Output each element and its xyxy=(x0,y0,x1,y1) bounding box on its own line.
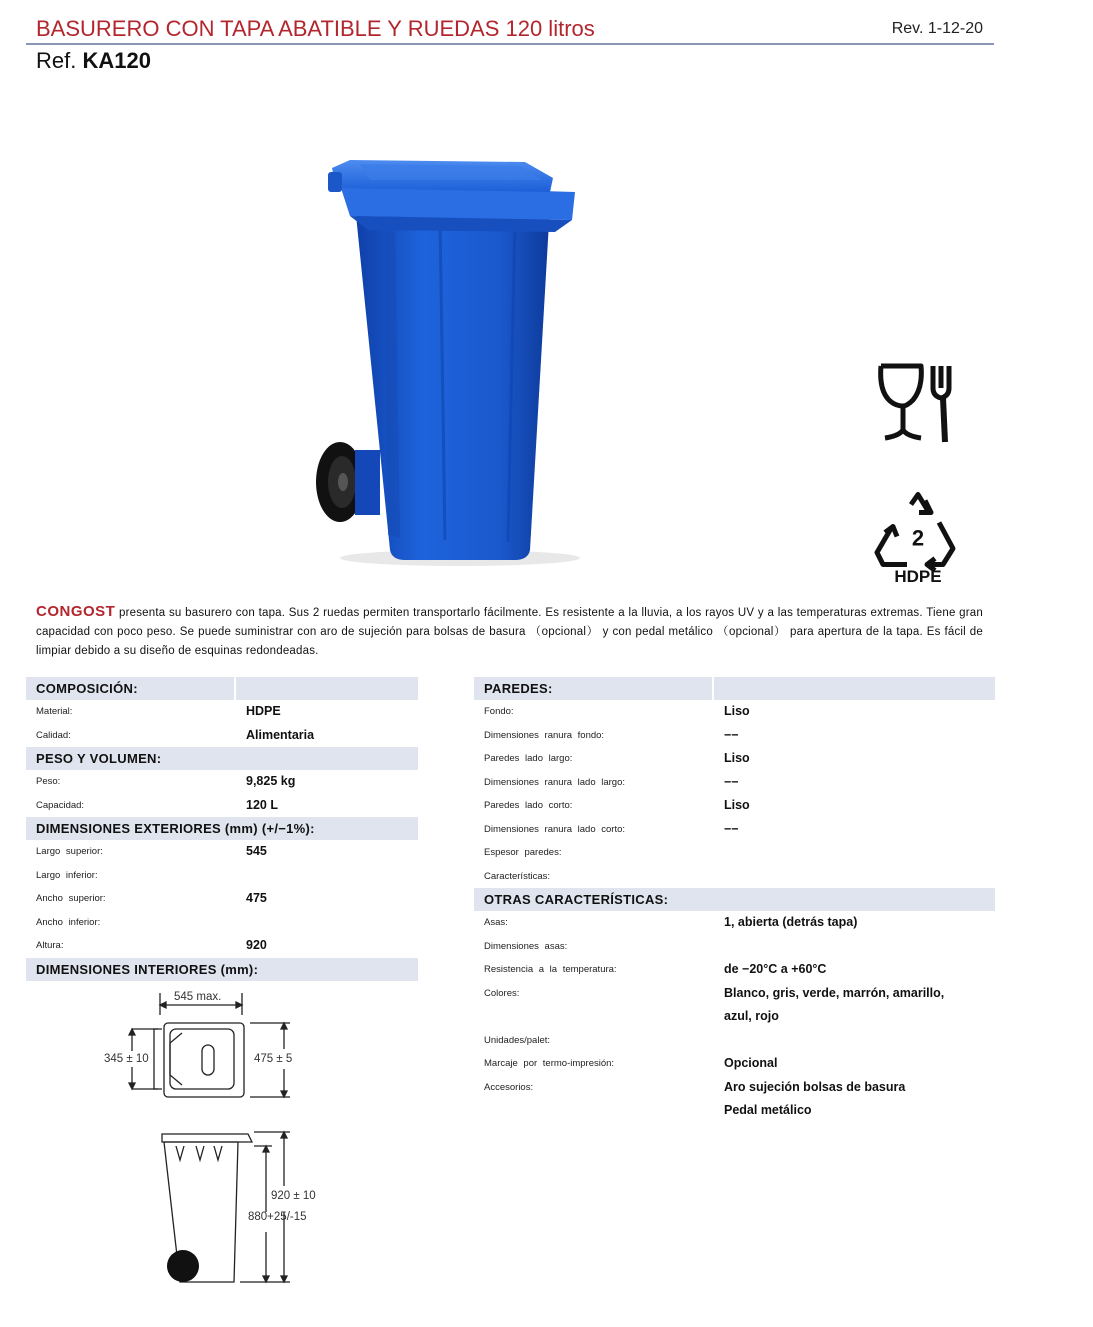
dim-depth-left: 345 ± 10 xyxy=(104,1053,149,1065)
dim-height-total: 920 ± 10 xyxy=(271,1190,316,1202)
reference-code: KA120 xyxy=(82,48,151,73)
left-spec-table xyxy=(26,677,418,981)
spec-row: Características: xyxy=(484,870,550,882)
spec-row: Fondo: Liso xyxy=(484,704,750,718)
spec-row: Asas: 1, abierta (detrás tapa) xyxy=(484,915,858,929)
spec-row: Altura: 920 xyxy=(36,938,267,952)
top-view-drawing xyxy=(100,985,340,1105)
recycling-label: HDPE xyxy=(894,567,942,586)
spec-row: Dimensiones ranura lado corto: −− xyxy=(484,821,739,836)
section-paredes: PAREDES: xyxy=(474,677,995,700)
recycling-number: 2 xyxy=(911,525,925,551)
spec-row: Capacidad: 120 L xyxy=(36,797,278,812)
document-title: BASURERO CON TAPA ABATIBLE Y RUEDAS 120 litros xyxy=(36,16,595,41)
section-dimensiones-interiores: DIMENSIONES INTERIORES (mm): xyxy=(26,958,418,981)
spec-row: Paredes lado largo: Liso xyxy=(484,751,750,765)
spec-row: Dimensiones asas: xyxy=(484,940,568,952)
dim-height-inner: 880+25/-15 xyxy=(248,1211,307,1223)
section-dimensiones-exteriores: DIMENSIONES EXTERIORES (mm) (+/−1%): xyxy=(26,817,418,840)
spec-row: Espesor paredes: xyxy=(484,847,562,858)
spec-row: Material: HDPE xyxy=(36,704,281,718)
food-safe-icon xyxy=(877,362,957,446)
dim-depth-right: 475 ± 5 xyxy=(254,1053,293,1065)
spec-row: Resistencia a la temperatura: de −20°C a +60°C xyxy=(484,962,827,976)
spec-row: Accesorios: Aro sujeción bolsas de basura Pedal metálico xyxy=(484,1079,906,1117)
spec-row: Largo superior: 545 xyxy=(36,844,267,858)
product-description xyxy=(36,602,983,661)
reference-prefix: Ref. xyxy=(36,48,77,73)
spec-row: Dimensiones ranura lado largo: −− xyxy=(484,774,739,789)
title-rule xyxy=(26,43,994,45)
brand-name: CONGOST xyxy=(36,603,116,620)
spec-row: Unidades/palet: xyxy=(484,1034,551,1046)
spec-row: Largo inferior: xyxy=(36,869,98,881)
spec-row: Ancho superior: 475 xyxy=(36,891,267,905)
section-otras-caracteristicas: OTRAS CARACTERÍSTICAS: xyxy=(474,888,995,911)
side-view-drawing xyxy=(150,1120,340,1300)
revision-label: Rev. 1-12-20 xyxy=(891,20,983,37)
spec-row: Marcaje por termo-impresión: Opcional xyxy=(484,1056,778,1070)
section-peso-volumen: PESO Y VOLUMEN: xyxy=(26,747,418,770)
reference xyxy=(36,48,151,74)
spec-row: Paredes lado corto: Liso xyxy=(484,798,750,812)
section-composicion: COMPOSICIÓN: xyxy=(26,677,418,700)
description-text: presenta su basurero con tapa. Sus 2 ruedas permiten transportarlo fácilmente. Es resistente a la lluvia, a los rayos UV y a las temperaturas extremas. Tiene gran capacidad con poco peso. Se puede suministrar con aro de sujeción para bolsas de basura （opcional） y con pedal metálico （opcional） para apertura de la tapa. Es fácil de limpiar debido a su diseño de esquinas redondeadas. xyxy=(36,607,983,657)
spec-row: Calidad: Alimentaria xyxy=(36,727,315,742)
spec-row: Dimensiones ranura fondo: −− xyxy=(484,727,739,742)
dim-top-width: 545 max. xyxy=(174,991,222,1003)
spec-row: Ancho inferior: xyxy=(36,916,101,928)
spec-row: Colores: Blanco, gris, verde, marrón, amarillo, azul, rojo xyxy=(484,985,945,1023)
product-photo xyxy=(310,150,585,570)
spec-row: Peso: 9,825 kg xyxy=(36,774,296,788)
right-spec-table xyxy=(474,677,995,1123)
